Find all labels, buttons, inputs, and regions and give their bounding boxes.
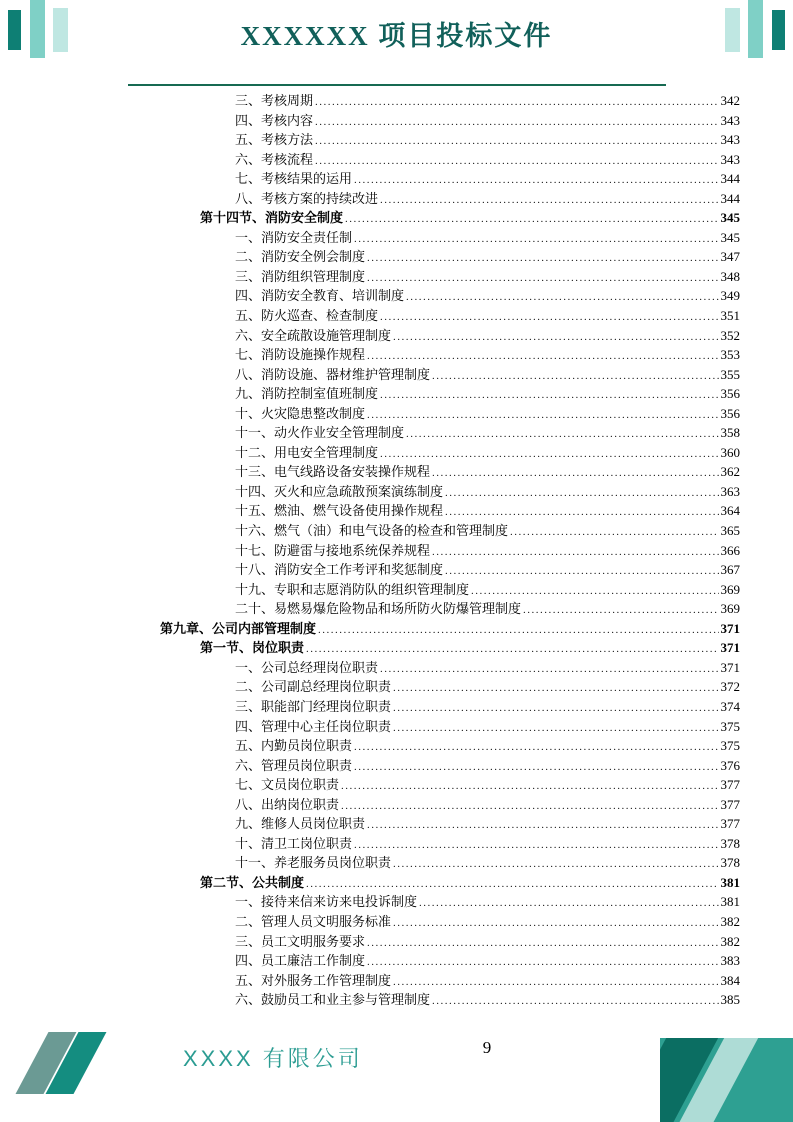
toc-entry[interactable]	[130, 834, 740, 854]
toc-entry[interactable]	[130, 423, 740, 443]
toc-dot-leader	[380, 189, 718, 211]
toc-dot-leader	[367, 932, 718, 954]
toc-list	[130, 91, 740, 1010]
toc-entry-page: 375	[720, 718, 740, 734]
toc-dot-leader	[367, 814, 718, 836]
toc-entry[interactable]	[130, 853, 740, 873]
toc-entry-title[interactable]: 十一、养老服务员岗位职责	[235, 855, 392, 871]
toc-entry[interactable]	[130, 717, 740, 737]
toc-dot-leader	[445, 560, 718, 582]
toc-entry-page: 343	[720, 132, 740, 148]
toc-entry[interactable]	[130, 658, 740, 678]
toc-entry-title[interactable]: 十三、电气线路设备安装操作规程	[235, 464, 431, 480]
toc-entry-page: 351	[720, 308, 740, 324]
toc-entry[interactable]	[130, 462, 740, 482]
toc-dot-leader	[406, 286, 718, 308]
toc-entry-title[interactable]: 十七、防避雷与接地系统保养规程	[235, 542, 431, 558]
toc-entry[interactable]	[130, 736, 740, 756]
toc-entry-page: 375	[720, 738, 740, 754]
toc-entry-page: 378	[720, 835, 740, 851]
toc-entry[interactable]	[130, 873, 740, 893]
toc-entry[interactable]	[130, 404, 740, 424]
page-title: XXXXXX 项目投标文件	[240, 21, 553, 51]
toc-entry[interactable]	[130, 169, 740, 189]
page-number: 9	[482, 1038, 492, 1057]
toc-entry-page: 372	[720, 679, 740, 695]
toc-entry[interactable]	[130, 932, 740, 952]
toc-entry-page: 349	[720, 288, 740, 304]
toc-entry[interactable]	[130, 91, 740, 111]
toc-dot-leader	[393, 971, 718, 993]
toc-entry[interactable]	[130, 971, 740, 991]
toc-entry[interactable]	[130, 189, 740, 209]
toc-dot-leader	[367, 345, 718, 367]
toc-dot-leader	[354, 169, 718, 191]
toc-entry-page: 347	[720, 249, 740, 265]
toc-entry-page: 371	[720, 659, 740, 675]
toc-dot-leader	[432, 365, 718, 387]
toc-entry-page: 381	[720, 874, 740, 890]
toc-entry-title[interactable]: 第二节、公共制度	[200, 874, 305, 890]
corner-decoration-bottom-right	[660, 1038, 793, 1122]
toc-entry-title[interactable]: 六、安全疏散设施管理制度	[235, 327, 392, 343]
toc-dot-leader	[393, 697, 718, 719]
toc-entry-page: 369	[720, 601, 740, 617]
toc-entry-title[interactable]: 七、文员岗位职责	[235, 777, 340, 793]
toc-entry[interactable]	[130, 697, 740, 717]
toc-entry-title[interactable]: 六、鼓励员工和业主参与管理制度	[235, 992, 431, 1008]
toc-entry-page: 345	[720, 210, 740, 226]
toc-dot-leader	[315, 91, 718, 113]
toc-dot-leader	[341, 775, 718, 797]
toc-dot-leader	[393, 853, 718, 875]
toc-entry[interactable]	[130, 756, 740, 776]
toc-entry-page: 376	[720, 757, 740, 773]
toc-entry[interactable]	[130, 286, 740, 306]
toc-entry[interactable]	[130, 443, 740, 463]
toc-entry-title[interactable]: 一、公司总经理岗位职责	[235, 659, 379, 675]
toc-entry-title[interactable]: 五、防火巡查、检查制度	[235, 308, 379, 324]
toc-entry-page: 356	[720, 386, 740, 402]
toc-entry[interactable]	[130, 814, 740, 834]
toc-entry-page: 355	[720, 366, 740, 382]
toc-dot-leader	[510, 521, 718, 543]
toc-entry-title[interactable]: 五、考核方法	[235, 132, 314, 148]
toc-entry-page: 371	[720, 620, 740, 636]
toc-dot-leader	[380, 306, 718, 328]
toc-entry-page: 364	[720, 503, 740, 519]
toc-entry-page: 384	[720, 972, 740, 988]
toc-dot-leader	[354, 834, 718, 856]
toc-dot-leader	[354, 736, 718, 758]
toc-entry-title[interactable]: 六、考核流程	[235, 151, 314, 167]
toc-dot-leader	[380, 658, 718, 680]
toc-dot-leader	[419, 892, 718, 914]
toc-entry[interactable]	[130, 990, 740, 1010]
toc-dot-leader	[393, 717, 718, 739]
toc-dot-leader	[345, 208, 718, 230]
toc-entry-title[interactable]: 三、考核周期	[235, 93, 314, 108]
toc-entry-title[interactable]: 二十、易燃易爆危险物品和场所防火防爆管理制度	[235, 601, 522, 617]
toc-dot-leader	[432, 462, 718, 484]
toc-entry[interactable]	[130, 384, 740, 404]
toc-entry[interactable]	[130, 599, 740, 619]
toc-dot-leader	[445, 482, 718, 504]
toc-entry-page: 381	[720, 894, 740, 910]
toc-entry-title[interactable]: 三、员工文明服务要求	[235, 933, 366, 949]
toc-dot-leader	[432, 990, 718, 1012]
toc-entry-page: 343	[720, 112, 740, 128]
toc-entry-page: 367	[720, 562, 740, 578]
toc-entry-title[interactable]: 五、内勤员岗位职责	[235, 738, 353, 754]
toc-entry-title[interactable]: 第一节、岗位职责	[200, 640, 305, 656]
toc-dot-leader	[315, 111, 718, 133]
toc-entry[interactable]	[130, 267, 740, 287]
toc-dot-leader	[380, 443, 718, 465]
toc-entry[interactable]	[130, 208, 740, 228]
toc-entry-page: 344	[720, 190, 740, 206]
toc-entry-title[interactable]: 四、考核内容	[235, 112, 314, 128]
toc-dot-leader	[393, 677, 718, 699]
toc-entry-page: 374	[720, 698, 740, 714]
toc-entry-page: 366	[720, 542, 740, 558]
toc-entry-title[interactable]: 六、管理员岗位职责	[235, 757, 353, 773]
toc-entry-page: 382	[720, 913, 740, 929]
toc-entry-title[interactable]: 五、对外服务工作管理制度	[235, 972, 392, 988]
toc-dot-leader	[445, 501, 718, 523]
toc-dot-leader	[315, 130, 718, 152]
toc-dot-leader	[367, 404, 718, 426]
toc-dot-leader	[367, 951, 718, 973]
toc-entry[interactable]	[130, 501, 740, 521]
toc-entry-page: 360	[720, 444, 740, 460]
toc-entry[interactable]	[130, 306, 740, 326]
toc-entry-page: 382	[720, 933, 740, 949]
toc-dot-leader	[315, 150, 718, 172]
toc-entry-title[interactable]: 九、维修人员岗位职责	[235, 816, 366, 832]
toc-entry[interactable]	[130, 365, 740, 385]
toc-dot-leader	[406, 423, 718, 445]
toc-entry[interactable]	[130, 775, 740, 795]
toc-entry-page: 362	[720, 464, 740, 480]
toc-entry-title[interactable]: 十八、消防安全工作考评和奖惩制度	[235, 562, 444, 578]
toc-dot-leader	[318, 619, 718, 641]
toc-entry-title[interactable]: 四、消防安全教育、培训制度	[235, 288, 405, 304]
toc-dot-leader	[341, 795, 718, 817]
toc-dot-leader	[367, 247, 718, 269]
toc-entry[interactable]	[130, 482, 740, 502]
toc-entry-page: 353	[720, 347, 740, 363]
toc-entry-title[interactable]: 七、考核结果的运用	[235, 171, 353, 187]
toc-entry-page: 345	[720, 229, 740, 245]
toc-dot-leader	[380, 384, 718, 406]
toc-entry-page: 356	[720, 405, 740, 421]
toc-dot-leader	[432, 541, 718, 563]
toc-entry[interactable]	[130, 228, 740, 248]
toc-entry-title[interactable]: 一、消防安全责任制	[235, 229, 353, 245]
header-divider	[128, 84, 666, 86]
toc-entry[interactable]	[130, 892, 740, 912]
toc-entry-page: 365	[720, 523, 740, 539]
toc-entry-page: 377	[720, 816, 740, 832]
toc-entry[interactable]	[130, 638, 740, 658]
toc-entry-page: 371	[720, 640, 740, 656]
toc-entry-title[interactable]: 二、管理人员文明服务标准	[235, 913, 392, 929]
toc-entry-page: 377	[720, 796, 740, 812]
toc-entry-title[interactable]: 十四、灭火和应急疏散预案演练制度	[235, 483, 444, 499]
toc-entry-title[interactable]: 七、消防设施操作规程	[235, 347, 366, 363]
toc-entry[interactable]	[130, 560, 740, 580]
toc-entry-title[interactable]: 三、消防组织管理制度	[235, 268, 366, 284]
toc-entry-title[interactable]: 十九、专职和志愿消防队的组织管理制度	[235, 581, 470, 597]
toc-entry-page: 343	[720, 151, 740, 167]
toc-entry-title[interactable]: 第九章、公司内部管理制度	[160, 620, 317, 636]
toc-dot-leader	[471, 580, 718, 602]
toc-entry-title[interactable]: 二、公司副总经理岗位职责	[235, 679, 392, 695]
toc-entry-page: 348	[720, 268, 740, 284]
toc-entry-title[interactable]: 十一、动火作业安全管理制度	[235, 425, 405, 441]
toc-entry-title[interactable]: 十、火灾隐患整改制度	[235, 405, 366, 421]
toc-entry[interactable]	[130, 580, 740, 600]
toc-entry-title[interactable]: 十、清卫工岗位职责	[235, 835, 353, 851]
toc-entry-title[interactable]: 第十四节、消防安全制度	[200, 210, 344, 226]
toc-entry-title[interactable]: 八、出纳岗位职责	[235, 796, 340, 812]
toc-dot-leader	[393, 326, 718, 348]
toc-dot-leader	[367, 267, 718, 289]
corner-decoration-bottom-left	[26, 1032, 116, 1094]
toc-entry-title[interactable]: 一、接待来信来访来电投诉制度	[235, 894, 418, 910]
toc-entry-title[interactable]: 十六、燃气（油）和电气设备的检查和管理制度	[235, 523, 509, 539]
toc-entry-title[interactable]: 十五、燃油、燃气设备使用操作规程	[235, 503, 444, 519]
toc-entry-title[interactable]: 十二、用电安全管理制度	[235, 444, 379, 460]
toc-entry[interactable]	[130, 326, 740, 346]
toc-entry[interactable]	[130, 111, 740, 131]
toc-entry[interactable]	[130, 619, 740, 639]
toc-entry[interactable]	[130, 345, 740, 365]
toc-dot-leader	[306, 873, 718, 895]
toc-entry[interactable]	[130, 912, 740, 932]
toc-entry-title[interactable]: 八、考核方案的持续改进	[235, 190, 379, 206]
toc-entry-title[interactable]: 四、管理中心主任岗位职责	[235, 718, 392, 734]
toc-entry-title[interactable]: 九、消防控制室值班制度	[235, 386, 379, 402]
toc-entry-page: 369	[720, 581, 740, 597]
toc-dot-leader	[354, 756, 718, 778]
toc-entry[interactable]	[130, 130, 740, 150]
toc-entry[interactable]	[130, 521, 740, 541]
toc-entry[interactable]	[130, 150, 740, 170]
toc-entry-page: 377	[720, 777, 740, 793]
toc-entry-page: 352	[720, 327, 740, 343]
toc-entry-title[interactable]: 二、消防安全例会制度	[235, 249, 366, 265]
toc-entry-title[interactable]: 八、消防设施、器材维护管理制度	[235, 366, 431, 382]
toc-entry-page: 358	[720, 425, 740, 441]
footer-company-name: XXXX 有限公司	[183, 1046, 363, 1071]
toc-entry-page: 342	[720, 93, 740, 108]
toc-dot-leader	[306, 638, 718, 660]
toc-entry[interactable]	[130, 541, 740, 561]
toc-entry[interactable]	[130, 795, 740, 815]
toc-entry-page: 383	[720, 953, 740, 969]
toc-entry[interactable]	[130, 677, 740, 697]
toc-dot-leader	[523, 599, 718, 621]
toc-entry-title[interactable]: 三、职能部门经理岗位职责	[235, 698, 392, 714]
toc-entry-page: 344	[720, 171, 740, 187]
toc-entry-page: 378	[720, 855, 740, 871]
toc-entry[interactable]	[130, 951, 740, 971]
toc-dot-leader	[393, 912, 718, 934]
toc-entry-page: 385	[720, 992, 740, 1008]
toc-entry[interactable]	[130, 247, 740, 267]
toc-dot-leader	[354, 228, 718, 250]
toc-entry-title[interactable]: 四、员工廉洁工作制度	[235, 953, 366, 969]
toc-entry-page: 363	[720, 483, 740, 499]
